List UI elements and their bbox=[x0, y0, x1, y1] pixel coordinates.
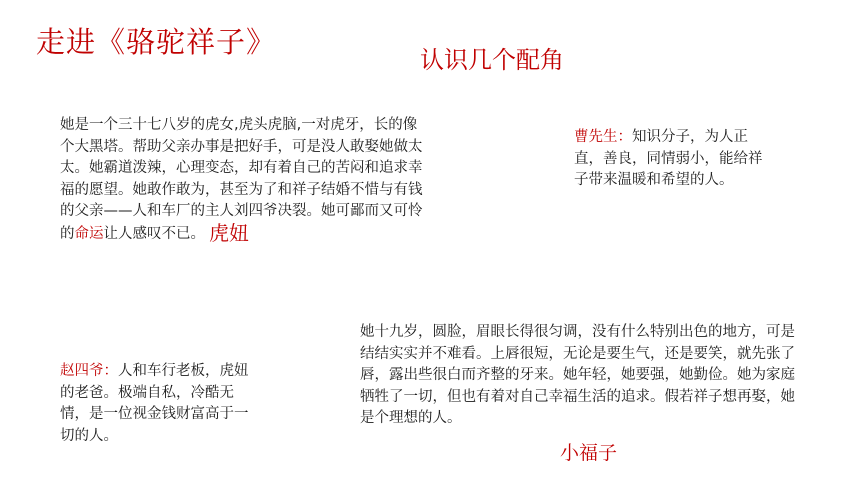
huniu-highlight: 命运 bbox=[74, 225, 104, 242]
cao-name: 曹先生： bbox=[574, 129, 632, 145]
cao-text: 知识分子，为人正直，善良，同情弱小，能给祥子带来温暖和希望的人。 bbox=[574, 129, 763, 188]
xiaofuzi-text: 她十九岁，圆脸，眉眼长得很匀调，没有什么特别出色的地方，可是结结实实并不难看。上唇很短，无论是要生气，还是要笑，就先张了唇，露出些很白而齐整的牙来。她年轻，她要强，她勤俭。她为家庭牺牲了一切，但也有着对自己幸福生活的追求。假若祥子想再娶，她是个理想的人。 bbox=[360, 324, 795, 426]
huniu-name-label: 虎妞 bbox=[209, 220, 249, 245]
zhao-name: 赵四爷： bbox=[60, 363, 118, 379]
cao-description bbox=[574, 127, 774, 192]
xiaofuzi-description bbox=[360, 322, 800, 430]
zhao-text: 人和车行老板，虎妞的老爸。极端自私，冷酷无情，是一位视金钱财富高于一切的人。 bbox=[60, 363, 249, 444]
xiaofuzi-name-label: 小福子 bbox=[560, 442, 618, 464]
huniu-text-end: 让人感叹不已。 bbox=[103, 225, 205, 242]
zhao-description bbox=[60, 361, 260, 447]
slide-title: 走进《骆驼祥子》 bbox=[36, 25, 277, 59]
huniu-description bbox=[60, 115, 425, 245]
slide-subtitle: 认识几个配角 bbox=[420, 46, 564, 74]
huniu-text: 她是一个三十七八岁的虎女,虎头虎脑,一对虎牙，长的像个大黑塔。帮助父亲办事是把好手，可是没人敢娶她做太太。她霸道泼辣，心理变态，却有着自己的苦闷和追求幸福的愿望。她敢作敢为，甚至为了和祥子结婚不惜与有钱的父亲——人和车厂的主人刘四爷决裂。她可鄙而又可怜的 bbox=[60, 117, 423, 242]
